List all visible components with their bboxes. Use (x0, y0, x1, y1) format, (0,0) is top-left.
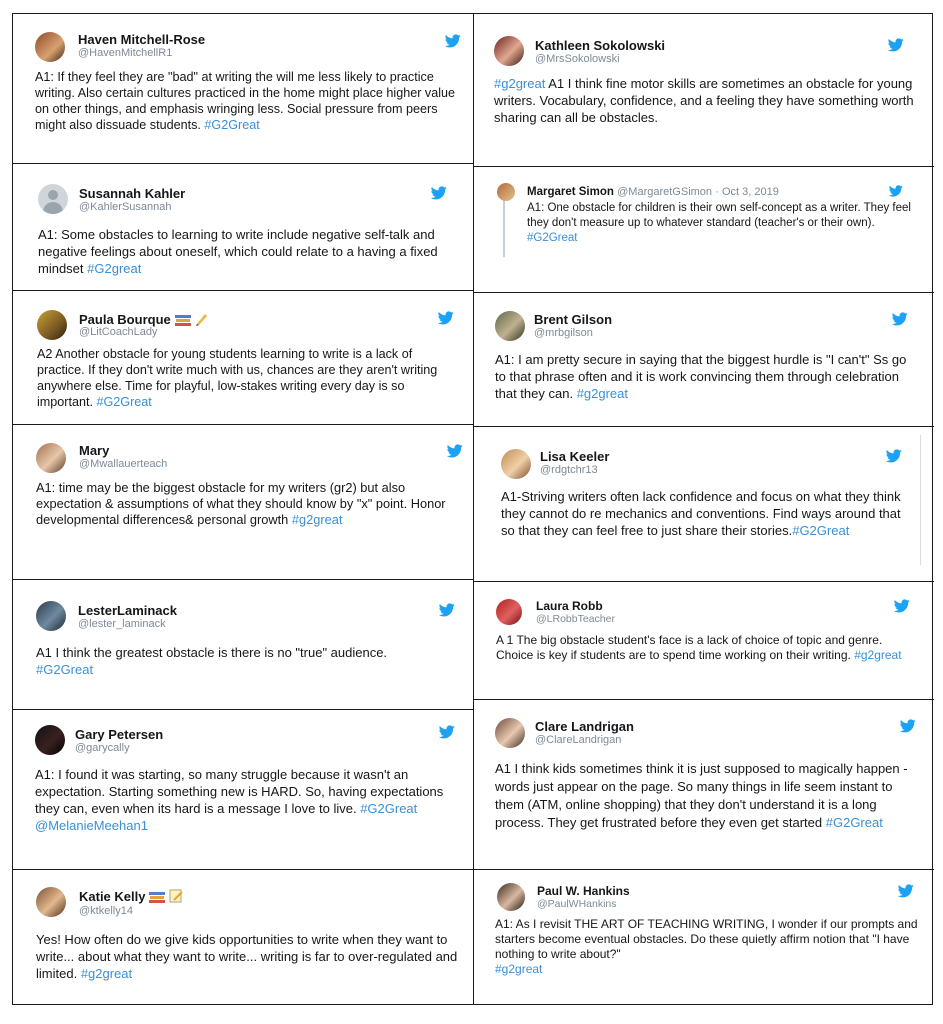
author-name[interactable]: Gary Petersen (75, 727, 164, 742)
tweet-body: A1 I think fine motor skills are sometimes an obstacle for young writers. Vocabulary, confidence, and a feeling they have something worth sharing can all be obstacles. (494, 76, 914, 125)
twitter-bird-icon[interactable] (898, 884, 914, 898)
tweet-body: A1: I am pretty secure in saying that the biggest hurdle is "I can't" Ss go to that phrase often and it is work convincing them through celebration that they can. (495, 352, 907, 401)
twitter-bird-icon[interactable] (445, 34, 461, 48)
twitter-bird-icon[interactable] (431, 186, 447, 200)
avatar[interactable] (496, 599, 522, 625)
tweet-body: A1: Some obstacles to learning to write include negative self-talk and negative feelings about oneself, which could relate to a having a fixed mindset (38, 227, 438, 276)
avatar[interactable] (36, 601, 66, 631)
author-handle[interactable]: @garycally (75, 742, 130, 754)
tweet-card[interactable] (13, 710, 473, 869)
author-handle[interactable]: @HavenMitchellR1 (78, 47, 173, 59)
hashtag-link[interactable]: #g2great (576, 386, 629, 401)
twitter-bird-icon[interactable] (894, 599, 910, 613)
tweet-body: A2 Another obstacle for young students learning to write is a lack of practice. If they don't write much with us, chances are they aren't writing anywhere else. Time for playful, low-stakes writing every day is so important. (37, 347, 438, 409)
hashtag-link[interactable]: #g2great (854, 648, 902, 662)
avatar[interactable] (497, 183, 515, 201)
author-handle[interactable]: @MrsSokolowski (535, 53, 620, 65)
avatar[interactable] (35, 725, 65, 755)
author-handle[interactable]: @LRobbTeacher (536, 613, 615, 625)
tweet-date[interactable]: · Oct 3, 2019 (715, 186, 779, 198)
tweet-text (495, 917, 920, 977)
avatar[interactable] (501, 449, 531, 479)
tweet-card[interactable] (474, 427, 933, 581)
twitter-bird-icon[interactable] (888, 38, 904, 52)
author-handle[interactable]: @PaulWHankins (537, 898, 617, 910)
tweet-card[interactable] (13, 291, 473, 424)
author-name[interactable]: Haven Mitchell-Rose (78, 32, 206, 47)
tweet-card[interactable] (13, 870, 473, 1004)
twitter-bird-icon[interactable] (438, 311, 454, 325)
tweet-card[interactable] (13, 425, 473, 579)
hashtag-link[interactable]: #G2Great (792, 523, 850, 538)
tweet-body: A1 I think kids sometimes think it is just supposed to magically happen -words just appear on the page. So many things in life seem instant to them (ATM, online shopping) that they don't understand it is a long process. They get frustrated before they even get started (495, 761, 908, 830)
author-handle[interactable]: @KahlerSusannah (79, 201, 172, 213)
quoted-tweet-card[interactable] (474, 167, 933, 292)
reply-thread-line (503, 197, 505, 257)
tweet-body: Yes! How often do we give kids opportunities to write when they want to write... about what they want to write... writing is far to over-regulated and limited. (36, 932, 458, 981)
hashtag-link[interactable]: #G2Great (825, 815, 883, 830)
tweet-body: A1-Striving writers often lack confidence and focus on what they think they cannot do re mechanics and conventions. Find ways around that so that they can feel free to just share their stories. (501, 489, 901, 538)
tweet-body: A1: time may be the biggest obstacle for my writers (gr2) but also expectation & assumptions of what they should know by "x" point. Honor developmental differences& personal growth (36, 480, 446, 527)
tweet-card[interactable] (13, 580, 473, 709)
twitter-bird-icon[interactable] (447, 444, 463, 458)
author-name[interactable] (79, 889, 183, 906)
twitter-bird-icon[interactable] (892, 312, 908, 326)
author-name[interactable]: Paul W. Hankins (537, 884, 630, 898)
hashtag-link[interactable]: #G2great (87, 261, 142, 276)
author-name[interactable]: LesterLaminack (78, 603, 177, 618)
tweet-text (35, 766, 460, 834)
author-name[interactable]: Laura Robb (536, 599, 603, 613)
author-name-text: Katie Kelly (79, 889, 146, 904)
tweet-card[interactable] (13, 164, 473, 290)
tweet-text (495, 351, 915, 403)
tweet-text (494, 75, 914, 126)
tweet-card[interactable] (474, 870, 933, 1004)
hashtag-link[interactable]: #g2great (80, 966, 133, 981)
author-handle[interactable]: @rdgtchr13 (540, 464, 598, 476)
author-name[interactable]: Brent Gilson (534, 312, 613, 327)
avatar[interactable] (37, 310, 67, 340)
tweet-card[interactable] (13, 14, 473, 163)
author-handle[interactable]: @ClareLandrigan (535, 734, 622, 746)
hashtag-link[interactable]: #G2Great (527, 232, 578, 244)
default-avatar-body (43, 202, 63, 214)
avatar[interactable] (35, 32, 65, 62)
tweet-card[interactable] (474, 14, 933, 166)
twitter-bird-icon[interactable] (886, 449, 902, 463)
author-handle[interactable]: @Mwallauerteach (79, 458, 168, 470)
tweet-body: A1: I found it was starting, so many struggle because it wasn't an expectation. Starting something new is HARD. So, having expectations they can, even when its hard is a message I love to live. (35, 767, 444, 816)
tweet-text (496, 633, 914, 663)
tweet-body: A1: One obstacle for children is their own self-concept as a writer. They feel they don't measure up to whatever standard (teacher's or their own). (527, 202, 911, 229)
avatar[interactable] (495, 311, 525, 341)
avatar[interactable] (495, 718, 525, 748)
avatar[interactable] (497, 883, 525, 911)
hashtag-link[interactable]: #G2Great (36, 662, 94, 677)
tweet-card[interactable] (474, 582, 933, 699)
tweet-body: A1: As I revisit THE ART OF TEACHING WRITING, I wonder if our prompts and starters become eventual obstacles. Do these quietly affirm notion that "I have nothing to write about?" (495, 917, 918, 961)
tweet-text (35, 69, 460, 133)
tweet-body: A 1 The big obstacle student's face is a lack of choice of topic and genre. Choice is key if students are to spend time working on their writing. (496, 633, 883, 662)
hashtag-link[interactable]: #g2great (494, 76, 546, 91)
author-name[interactable]: Lisa Keeler (540, 449, 610, 464)
tweet-body: A1: If they feel they are "bad" at writing the will me less likely to practice writing. Also certain cultures practiced in the home might place higher value on other things, and emphasis wringing less. Social pressure from peers might also dissuade students. (35, 70, 456, 132)
tweet-text (495, 760, 920, 832)
tweet-text (38, 226, 458, 277)
twitter-bird-icon[interactable] (439, 725, 455, 739)
books-emoji-icon (149, 891, 165, 906)
author-handle[interactable]: @lester_laminack (78, 618, 166, 630)
twitter-bird-icon[interactable] (439, 603, 455, 617)
author-name[interactable]: Clare Landrigan (535, 719, 634, 734)
author-name[interactable]: Mary (79, 443, 110, 458)
tweet-text (36, 480, 461, 528)
books-emoji-icon (175, 314, 191, 329)
tweet-text (36, 644, 456, 678)
tweet-text (501, 488, 913, 539)
avatar[interactable] (494, 36, 524, 66)
writing-hand-icon (195, 312, 209, 329)
hashtag-link[interactable]: #g2great (495, 962, 543, 976)
tweet-text (36, 931, 466, 982)
tweet-text (527, 201, 912, 246)
author-handle[interactable]: @ktkelly14 (79, 905, 133, 917)
tweet-body: A1 I think the greatest obstacle is there is no "true" audience. (36, 645, 388, 660)
author-handle[interactable]: @LitCoachLady (79, 326, 158, 338)
author-name-text: Margaret Simon (527, 186, 614, 198)
author-name-text: Paula Bourque (79, 312, 171, 327)
twitter-bird-icon[interactable] (889, 185, 903, 197)
author-handle[interactable]: @MargaretGSimon (617, 186, 713, 198)
memo-emoji-icon (169, 889, 183, 906)
hashtag-link[interactable]: #G2Great (96, 395, 152, 409)
author-handle[interactable]: @mrbgilson (534, 327, 593, 339)
avatar[interactable] (36, 443, 66, 473)
tweet-text (37, 346, 457, 410)
card-edge (920, 435, 921, 565)
tweet-card[interactable] (474, 293, 933, 426)
author-name[interactable]: Kathleen Sokolowski (535, 38, 666, 53)
hashtag-link[interactable]: #G2Great @MelanieMeehan1 (35, 801, 418, 833)
hashtag-link[interactable]: #G2Great (204, 118, 260, 132)
default-avatar-icon (48, 190, 58, 200)
tweet-card[interactable] (474, 700, 933, 869)
hashtag-link[interactable]: #g2great (291, 512, 343, 527)
avatar[interactable] (38, 184, 68, 214)
twitter-bird-icon[interactable] (900, 719, 916, 733)
author-name[interactable] (527, 186, 779, 198)
avatar[interactable] (36, 887, 66, 917)
author-name[interactable]: Susannah Kahler (79, 186, 186, 201)
